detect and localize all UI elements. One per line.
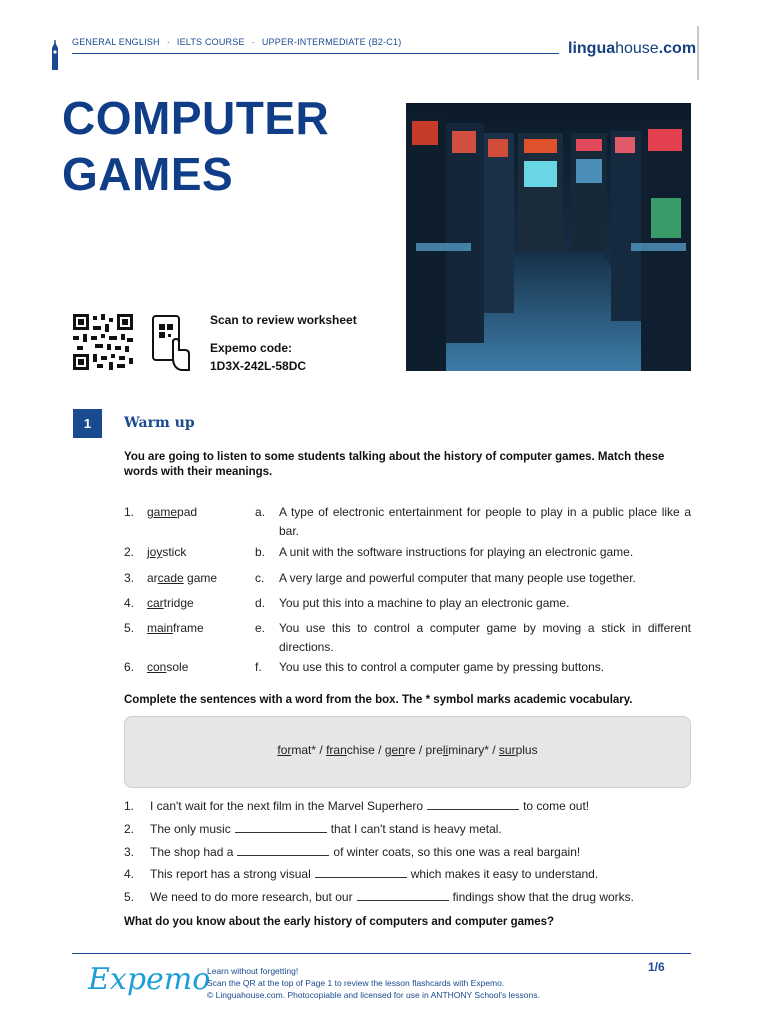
vocab-word: mainframe (147, 621, 204, 635)
box-separator: / (415, 743, 426, 757)
breadcrumb-level: GENERAL ENGLISH (72, 37, 160, 47)
sentence-number: 5. (124, 890, 135, 904)
answer-blank[interactable] (315, 866, 407, 878)
sentence-number: 1. (124, 799, 135, 813)
sentence-after: findings show that the drug works. (452, 890, 634, 904)
sentence-before: This report has a strong visual (150, 867, 311, 881)
vocab-word: gamepad (147, 505, 198, 519)
title-line-1: COMPUTER (62, 92, 330, 144)
meaning-text: A very large and powerful computer that many people use together. (279, 571, 636, 585)
brand-logo (568, 40, 696, 58)
answer-blank[interactable] (237, 844, 329, 856)
phone-scan-icon (151, 314, 191, 372)
sentence-after: to come out! (523, 799, 590, 813)
brand-part-1: lingua (568, 40, 616, 57)
vocab-word: cartridge (147, 596, 194, 610)
word-number: 3. (124, 571, 135, 585)
gapfill-instruction: Complete the sentences with a word from the box. The * symbol marks academic vocabulary. (124, 694, 633, 706)
section-number: 1 (73, 409, 102, 438)
meaning-letter: b. (255, 545, 266, 559)
breadcrumb-grade: UPPER-INTERMEDIATE (B2-C1) (261, 37, 402, 47)
arcade-photo (406, 103, 691, 371)
header-divider (72, 53, 559, 54)
scan-label: Scan to review worksheet (210, 313, 357, 327)
vocab-word: arcade game (147, 571, 218, 585)
page-title (62, 90, 382, 202)
qr-code-icon (73, 314, 133, 370)
footer-text (207, 965, 540, 1001)
discussion-question: What do you know about the early history of computers and computer games? (124, 916, 555, 928)
box-word: franchise (326, 743, 375, 757)
meaning-letter: e. (255, 621, 266, 635)
box-word: genre (384, 743, 416, 757)
big-ben-icon (50, 40, 60, 70)
box-separator: / (316, 743, 327, 757)
sentence-number: 3. (124, 845, 135, 859)
sentence-after: of winter coats, so this one was a real bargain! (333, 845, 581, 859)
word-number: 2. (124, 545, 135, 559)
brand-divider (697, 26, 699, 80)
footer-tagline: Learn without forgetting! (207, 966, 299, 976)
meaning-text: You use this to control a computer game by moving a stick in different directions. (279, 621, 691, 654)
meaning-text: A unit with the software instructions for playing an electronic game. (279, 545, 634, 559)
meaning-letter: d. (255, 596, 266, 610)
breadcrumb (72, 37, 401, 47)
box-separator: / (488, 743, 499, 757)
meaning-letter: a. (255, 505, 266, 519)
answer-blank[interactable] (235, 821, 327, 833)
breadcrumb-separator: · (166, 37, 170, 47)
sentence-before: The shop had a (150, 845, 234, 859)
footer-scan-note: Scan the QR at the top of Page 1 to review the lesson flashcards with Expemo. (207, 978, 505, 988)
word-number: 5. (124, 621, 135, 635)
box-word: format* (277, 743, 317, 757)
title-line-2: GAMES (62, 148, 234, 200)
meaning-text: You use this to control a computer game by pressing buttons. (279, 660, 605, 674)
expemo-code-label: Expemo code: (210, 341, 293, 355)
answer-blank[interactable] (427, 798, 519, 810)
expemo-code: 1D3X-242L-58DC (210, 359, 307, 373)
expemo-logo: Expemo (88, 962, 211, 997)
sentence-after: that I can't stand is heavy metal. (330, 822, 502, 836)
meaning-letter: c. (255, 571, 265, 585)
sentence-before: We need to do more research, but our (150, 890, 353, 904)
meaning-letter: f. (255, 660, 262, 674)
word-number: 4. (124, 596, 135, 610)
box-separator: / (374, 743, 385, 757)
box-word: surplus (498, 743, 538, 757)
sentence-after: which makes it easy to understand. (410, 867, 599, 881)
word-number: 6. (124, 660, 135, 674)
footer-divider (72, 953, 691, 954)
word-number: 1. (124, 505, 135, 519)
vocab-word: joystick (147, 545, 187, 559)
sentence-before: The only music (150, 822, 231, 836)
footer-copyright: © Linguahouse.com. Photocopiable and licensed for use in ANTHONY School's lessons. (207, 990, 540, 1000)
breadcrumb-course: IELTS COURSE (176, 37, 245, 47)
page-number: 1/6 (648, 960, 665, 974)
sentence-number: 2. (124, 822, 135, 836)
sentence-number: 4. (124, 867, 135, 881)
exercise-instruction: You are going to listen to some students talking about the history of computer games. Match these words with their meanings. (124, 451, 665, 478)
brand-part-3: .com (658, 40, 697, 57)
vocab-word: console (147, 660, 189, 674)
box-word: preliminary* (425, 743, 489, 757)
word-box-list (125, 743, 690, 757)
meaning-text: A type of electronic entertainment for people to play in a public place like a bar. (279, 505, 691, 538)
sentence-before: I can't wait for the next film in the Marvel Superhero (150, 799, 424, 813)
answer-blank[interactable] (357, 889, 449, 901)
breadcrumb-separator: · (251, 37, 255, 47)
meaning-text: You put this into a machine to play an electronic game. (279, 596, 570, 610)
brand-part-2: house (615, 40, 659, 57)
section-title: Warm up (124, 415, 195, 431)
word-box (124, 716, 691, 788)
